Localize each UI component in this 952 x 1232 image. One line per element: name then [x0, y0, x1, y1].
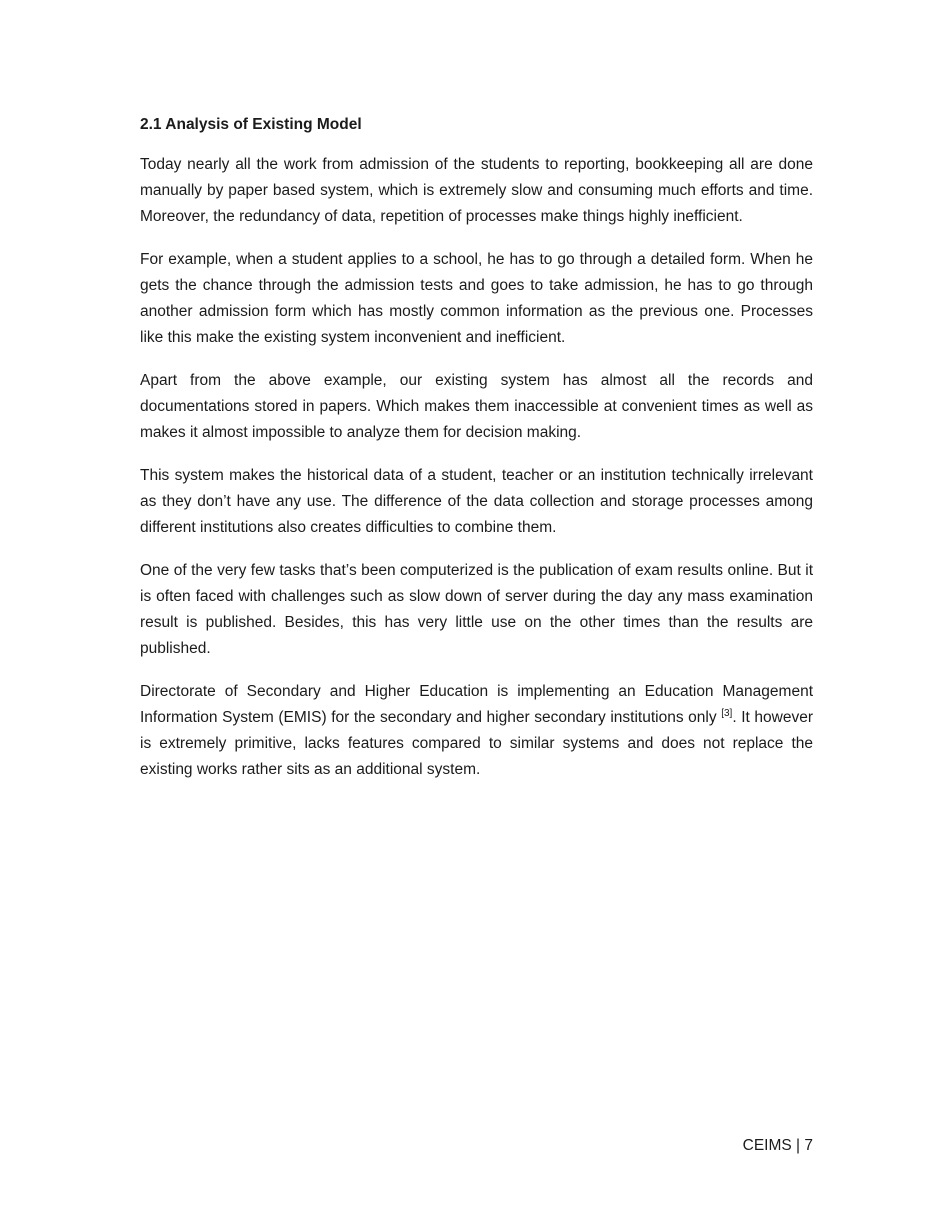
- section-heading: 2.1 Analysis of Existing Model: [140, 116, 362, 133]
- paragraph-paper-records: Apart from the above example, our existing system has almost all the records and documentations stored in papers. Which makes them inaccessible at convenient times as well as makes it almost impossible to analyze them for decision making.: [140, 372, 813, 441]
- paragraph-historical-data: This system makes the historical data of a student, teacher or an institution technically irrelevant as they don’t have any use. The difference of the data collection and storage processes among different institutions also creates difficulties to combine them.: [140, 467, 813, 536]
- paragraph-existing-model-overview: Today nearly all the work from admission of the students to reporting, bookkeeping all are done manually by paper based system, which is extremely slow and consuming much efforts and time. Moreover, the redundancy of data, repetition of processes make things highly inefficient.: [140, 156, 813, 225]
- page-footer: CEIMS | 7: [742, 1137, 813, 1154]
- paragraph-admission-example: For example, when a student applies to a school, he has to go through a detailed form. When he gets the chance through the admission tests and goes to take admission, he has to go through another admission form which has mostly common information as the previous one. Processes like this make the existing system inconvenient and inefficient.: [140, 251, 813, 346]
- paragraph-emis: [140, 679, 813, 783]
- paragraph-emis-text-before: Directorate of Secondary and Higher Education is implementing an Education Management Information System (EMIS) for the secondary and higher secondary institutions only: [140, 683, 813, 726]
- paragraph-emis-text-after: . It however is extremely primitive, lacks features compared to similar systems and does not replace the existing works rather sits as an additional system.: [140, 709, 813, 778]
- paragraph-exam-results-online: One of the very few tasks that’s been computerized is the publication of exam results online. But it is often faced with challenges such as slow down of server during the day any mass examination result is published. Besides, this has very little use on the other times than the results are published.: [140, 562, 813, 657]
- citation-reference-3: [3]: [721, 707, 733, 719]
